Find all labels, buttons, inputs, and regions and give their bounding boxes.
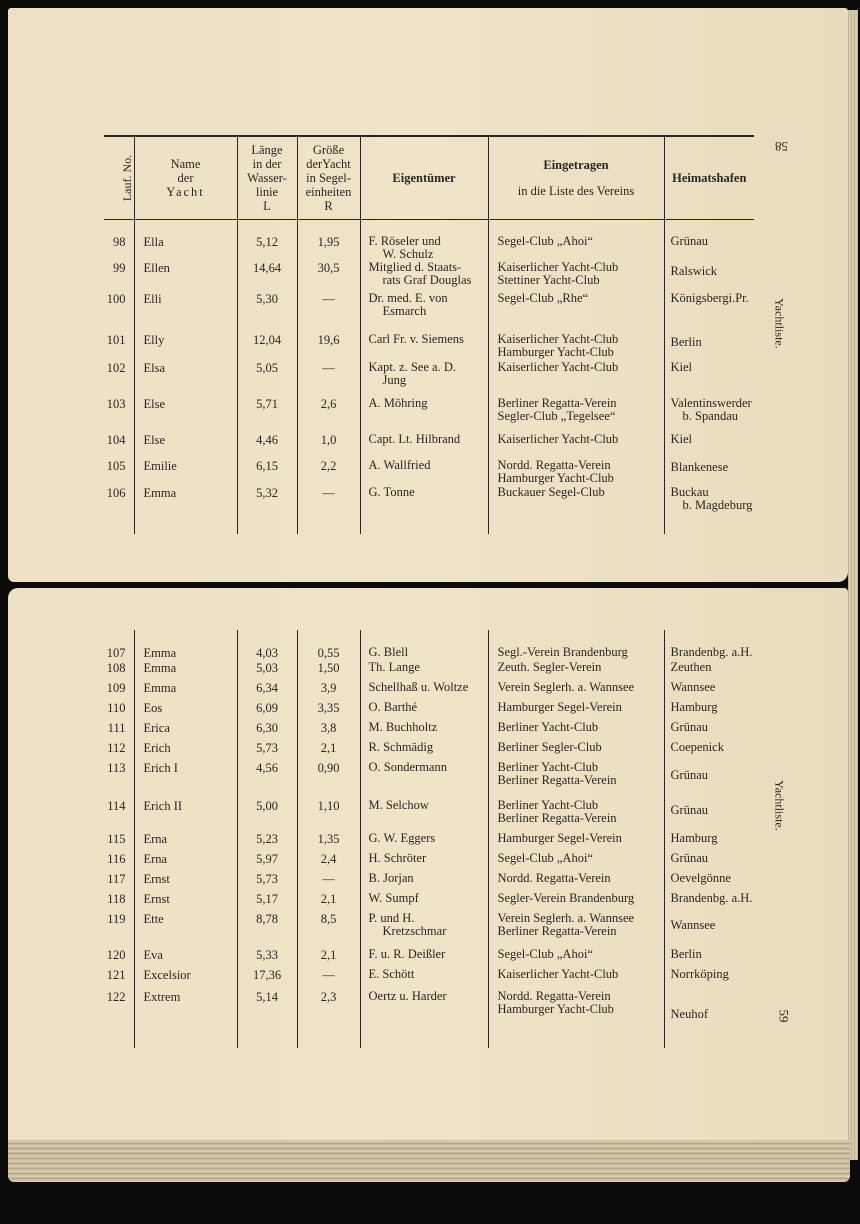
club-cell: Kaiserlicher Yacht-Club (488, 433, 664, 459)
owner-cell: H. Schröter (360, 852, 488, 872)
heimatshafen-cell: Kiel (670, 360, 693, 374)
club-cell: Berliner Regatta-Verein Segler-Club „Tegelsee“ (488, 397, 664, 433)
club-cell: Nordd. Regatta-Verein Hamburger Yacht-Club (488, 459, 664, 486)
club-cell: Segler-Verein Brandenburg (488, 892, 664, 912)
table-row (104, 948, 764, 968)
table-row (104, 361, 754, 397)
groesse-cell: 2,1 (297, 741, 360, 761)
club-cell: Kaiserlicher Yacht-Club (488, 361, 664, 397)
yacht-name-cell: Elli (134, 292, 237, 333)
groesse-cell: 8,5 (297, 912, 360, 948)
heimatshafen-cell: Berlin (670, 334, 702, 349)
laenge-cell: 5,14 (237, 990, 297, 1048)
table-row (104, 661, 764, 681)
owner-cell: Kapt. z. See a. D. Jung (360, 361, 488, 397)
groesse-cell: 1,50 (297, 661, 360, 681)
header-name: Name der Yacht (134, 136, 237, 220)
yacht-name-cell: Ernst (134, 872, 237, 892)
groesse-cell: 2,2 (297, 459, 360, 486)
club-cell: Kaiserlicher Yacht-Club Hamburger Yacht-Club (488, 333, 664, 361)
laenge-cell: 5,30 (237, 292, 297, 333)
lauf-no-cell: 120 (104, 948, 134, 968)
yacht-name-cell: Emma (134, 681, 237, 701)
lauf-no-cell: 104 (104, 433, 134, 459)
heimatshafen-cell: Valentinswerder b. Spandau (670, 396, 752, 423)
groesse-cell: — (297, 361, 360, 397)
lauf-no-cell: 100 (104, 292, 134, 333)
laenge-cell: 5,12 (237, 220, 297, 262)
table-row (104, 872, 764, 892)
laenge-cell: 6,30 (237, 721, 297, 741)
yacht-name-cell: Emma (134, 661, 237, 681)
laenge-cell: 5,23 (237, 832, 297, 852)
heimatshafen-cell: Hamburg (670, 831, 718, 845)
owner-cell: Carl Fr. v. Siemens (360, 333, 488, 361)
yacht-name-cell: Erna (134, 852, 237, 872)
club-cell: Berliner Yacht-Club Berliner Regatta-Verein (488, 799, 664, 832)
club-cell: Kaiserlicher Yacht-Club (488, 968, 664, 990)
lauf-no-cell: 117 (104, 872, 134, 892)
groesse-cell: 19,6 (297, 333, 360, 361)
club-cell: Segel-Club „Ahoi“ (488, 852, 664, 872)
laenge-cell: 6,34 (237, 681, 297, 701)
groesse-cell: 2,6 (297, 397, 360, 433)
groesse-cell: 3,35 (297, 701, 360, 721)
table-row (104, 799, 764, 832)
laenge-cell: 5,00 (237, 799, 297, 832)
owner-cell: Capt. Lt. Hilbrand (360, 433, 488, 459)
yacht-name-cell: Else (134, 433, 237, 459)
heimatshafen-cell: Königsbergi.Pr. (670, 291, 749, 305)
lauf-no-cell: 115 (104, 832, 134, 852)
lauf-no-cell: 122 (104, 990, 134, 1048)
owner-cell: Oertz u. Harder (360, 990, 488, 1048)
laenge-cell: 5,05 (237, 361, 297, 397)
yacht-name-cell: Ellen (134, 261, 237, 292)
table-row (104, 761, 764, 799)
table-row (104, 486, 754, 534)
table-row (104, 397, 754, 433)
header-eigentuemer: Eigentümer (360, 136, 488, 220)
groesse-cell: 2,1 (297, 892, 360, 912)
groesse-cell: 3,8 (297, 721, 360, 741)
heimatshafen-cell: Grünau (670, 803, 708, 817)
laenge-cell: 8,78 (237, 912, 297, 948)
table-row (104, 433, 754, 459)
club-cell: Segel-Club „Rhe“ (488, 292, 664, 333)
page-bottom (8, 588, 848, 1148)
laenge-cell: 5,73 (237, 872, 297, 892)
yacht-name-cell: Ette (134, 912, 237, 948)
groesse-cell: 2,3 (297, 990, 360, 1048)
owner-cell: G. Blell (360, 630, 488, 661)
club-cell: Hamburger Segel-Verein (488, 832, 664, 852)
groesse-cell: 1,10 (297, 799, 360, 832)
owner-cell: F. u. R. Deißler (360, 948, 488, 968)
club-cell: Hamburger Segel-Verein (488, 701, 664, 721)
heimatshafen-cell: Wannsee (670, 917, 716, 932)
yacht-name-cell: Eva (134, 948, 237, 968)
owner-cell: Schellhaß u. Woltze (360, 681, 488, 701)
heimatshafen-cell: Grünau (670, 767, 708, 782)
laenge-cell: 5,97 (237, 852, 297, 872)
owner-cell: M. Selchow (360, 799, 488, 832)
club-cell: Nordd. Regatta-Verein (488, 872, 664, 892)
yacht-table-top (104, 135, 754, 534)
laenge-cell: 5,73 (237, 741, 297, 761)
owner-cell: O. Barthé (360, 701, 488, 721)
club-cell: Segl.-Verein Brandenburg (488, 630, 664, 661)
page-number-top: 58 (775, 139, 788, 154)
table-header-row (104, 136, 754, 220)
laenge-cell: 14,64 (237, 261, 297, 292)
club-cell: Buckauer Segel-Club (488, 486, 664, 534)
table-row (104, 968, 764, 990)
owner-cell: G. Tonne (360, 486, 488, 534)
owner-cell: M. Buchholtz (360, 721, 488, 741)
heimatshafen-cell: Wannsee (670, 680, 716, 694)
table-row (104, 261, 754, 292)
groesse-cell: 1,35 (297, 832, 360, 852)
yacht-name-cell: Else (134, 397, 237, 433)
lauf-no-cell: 113 (104, 761, 134, 799)
yacht-name-cell: Excelsior (134, 968, 237, 990)
laenge-cell: 5,32 (237, 486, 297, 534)
lauf-no-cell: 98 (104, 220, 134, 262)
groesse-cell: — (297, 968, 360, 990)
heimatshafen-cell: Grünau (670, 234, 708, 248)
yacht-name-cell: Elly (134, 333, 237, 361)
club-cell: Berliner Segler-Club (488, 741, 664, 761)
laenge-cell: 12,04 (237, 333, 297, 361)
lauf-no-cell: 103 (104, 397, 134, 433)
owner-cell: B. Jorjan (360, 872, 488, 892)
owner-cell: Th. Lange (360, 661, 488, 681)
lauf-no-cell: 107 (104, 630, 134, 661)
club-cell: Nordd. Regatta-Verein Hamburger Yacht-Club (488, 990, 664, 1048)
yacht-name-cell: Ella (134, 220, 237, 262)
yacht-name-cell: Emma (134, 486, 237, 534)
running-head-bottom: Yachtliste. (772, 780, 787, 831)
groesse-cell: 3,9 (297, 681, 360, 701)
table-row (104, 681, 764, 701)
header-heimatshafen: Heimatshafen (664, 136, 754, 220)
owner-cell: Mitglied d. Staats- rats Graf Douglas (360, 261, 488, 292)
yacht-name-cell: Ernst (134, 892, 237, 912)
groesse-cell: — (297, 486, 360, 534)
groesse-cell: — (297, 292, 360, 333)
groesse-cell: — (297, 872, 360, 892)
header-laenge: Länge in der Wasser- linie L (237, 136, 297, 220)
header-eingetragen: Eingetragen in die Liste des Vereins (488, 136, 664, 220)
heimatshafen-cell: Oevelgönne (670, 871, 731, 885)
yacht-name-cell: Erich I (134, 761, 237, 799)
groesse-cell: 1,0 (297, 433, 360, 459)
heimatshafen-cell: Kiel (670, 432, 693, 446)
club-cell: Berliner Yacht-Club (488, 721, 664, 741)
club-cell: Zeuth. Segler-Verein (488, 661, 664, 681)
table-row (104, 892, 764, 912)
groesse-cell: 30,5 (297, 261, 360, 292)
yacht-table-bottom (104, 630, 764, 1048)
owner-cell: A. Möhring (360, 397, 488, 433)
groesse-cell: 0,55 (297, 630, 360, 661)
table-row (104, 852, 764, 872)
heimatshafen-cell: Hamburg (670, 700, 718, 714)
table-row (104, 990, 764, 1048)
yacht-name-cell: Extrem (134, 990, 237, 1048)
yacht-name-cell: Erich II (134, 799, 237, 832)
laenge-cell: 5,03 (237, 661, 297, 681)
table-row (104, 220, 754, 262)
lauf-no-cell: 102 (104, 361, 134, 397)
lauf-no-cell: 121 (104, 968, 134, 990)
groesse-cell: 1,95 (297, 220, 360, 262)
lauf-no-cell: 114 (104, 799, 134, 832)
lauf-no-cell: 108 (104, 661, 134, 681)
running-head-top: Yachtliste. (772, 298, 787, 349)
lauf-no-cell: 99 (104, 261, 134, 292)
yacht-name-cell: Elsa (134, 361, 237, 397)
lauf-no-cell: 118 (104, 892, 134, 912)
heimatshafen-cell: Neuhof (670, 1006, 708, 1021)
lauf-no-cell: 105 (104, 459, 134, 486)
laenge-cell: 17,36 (237, 968, 297, 990)
owner-cell: R. Schmädig (360, 741, 488, 761)
heimatshafen-cell: Ralswick (670, 264, 718, 278)
groesse-cell: 2,1 (297, 948, 360, 968)
laenge-cell: 5,33 (237, 948, 297, 968)
heimatshafen-cell: Blankenese (670, 460, 729, 474)
heimatshafen-cell: Berlin (670, 947, 702, 961)
club-cell: Segel-Club „Ahoi“ (488, 948, 664, 968)
laenge-cell: 4,46 (237, 433, 297, 459)
heimatshafen-cell: Grünau (670, 720, 708, 734)
yacht-name-cell: Erich (134, 741, 237, 761)
yacht-name-cell: Emilie (134, 459, 237, 486)
table-row (104, 701, 764, 721)
owner-cell: O. Sondermann (360, 761, 488, 799)
laenge-cell: 4,56 (237, 761, 297, 799)
yacht-name-cell: Erica (134, 721, 237, 741)
table-row (104, 459, 754, 486)
table-row (104, 832, 764, 852)
club-cell: Verein Seglerh. a. Wannsee Berliner Regatta-Verein (488, 912, 664, 948)
yacht-name-cell: Emma (134, 630, 237, 661)
page-number-bottom: 59 (776, 1009, 792, 1023)
groesse-cell: 0,90 (297, 761, 360, 799)
club-cell: Segel-Club „Ahoi“ (488, 220, 664, 262)
lauf-no-cell: 112 (104, 741, 134, 761)
club-cell: Berliner Yacht-Club Berliner Regatta-Verein (488, 761, 664, 799)
laenge-cell: 5,71 (237, 397, 297, 433)
owner-cell: F. Röseler und W. Schulz (360, 220, 488, 262)
yacht-name-cell: Erna (134, 832, 237, 852)
heimatshafen-cell: Zeuthen (670, 660, 712, 674)
table-row (104, 630, 764, 661)
laenge-cell: 6,09 (237, 701, 297, 721)
laenge-cell: 6,15 (237, 459, 297, 486)
lauf-no-cell: 110 (104, 701, 134, 721)
lauf-no-cell: 101 (104, 333, 134, 361)
book-side-edge (848, 10, 858, 1160)
laenge-cell: 4,03 (237, 630, 297, 661)
page-top (8, 8, 848, 582)
table-row (104, 292, 754, 333)
club-cell: Verein Seglerh. a. Wannsee (488, 681, 664, 701)
owner-cell: Dr. med. E. von Esmarch (360, 292, 488, 333)
heimatshafen-cell: Buckau b. Magdeburg (670, 485, 753, 512)
header-groesse: Größe derYacht in Segel- einheiten R (297, 136, 360, 220)
lauf-no-cell: 106 (104, 486, 134, 534)
heimatshafen-cell: Grünau (670, 851, 708, 865)
table-row (104, 912, 764, 948)
heimatshafen-cell: Coepenick (670, 740, 724, 754)
owner-cell: P. und H. Kretzschmar (360, 912, 488, 948)
yacht-name-cell: Eos (134, 701, 237, 721)
heimatshafen-cell: Brandenbg. a.H. (670, 645, 753, 659)
owner-cell: W. Sumpf (360, 892, 488, 912)
table-row (104, 741, 764, 761)
heimatshafen-cell: Norrköping (670, 967, 729, 981)
laenge-cell: 5,17 (237, 892, 297, 912)
book-page-edges (8, 1140, 850, 1182)
owner-cell: E. Schött (360, 968, 488, 990)
owner-cell: A. Wallfried (360, 459, 488, 486)
groesse-cell: 2,4 (297, 852, 360, 872)
lauf-no-cell: 116 (104, 852, 134, 872)
lauf-no-cell: 111 (104, 721, 134, 741)
heimatshafen-cell: Brandenbg. a.H. (670, 891, 753, 905)
table-row (104, 333, 754, 361)
header-lauf-no: Lauf. No. (104, 136, 134, 220)
lauf-no-cell: 119 (104, 912, 134, 948)
table-row (104, 721, 764, 741)
club-cell: Kaiserlicher Yacht-Club Stettiner Yacht-Club (488, 261, 664, 292)
lauf-no-cell: 109 (104, 681, 134, 701)
owner-cell: G. W. Eggers (360, 832, 488, 852)
